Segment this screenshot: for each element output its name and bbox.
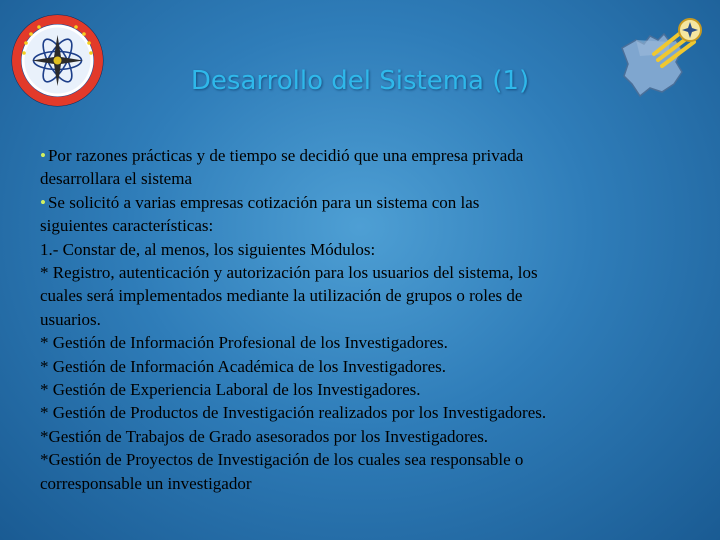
- slide-title: Desarrollo del Sistema (1): [190, 66, 530, 96]
- bullet-line: [40, 191, 700, 214]
- text-line: [40, 472, 700, 495]
- text-line: [40, 401, 700, 424]
- line-text: 1.- Constar de, al menos, los siguientes Módulos:: [40, 239, 376, 259]
- line-text: desarrollara el sistema: [40, 169, 192, 189]
- text-line: [40, 167, 700, 190]
- line-text: Por razones prácticas y de tiempo se decidió que una empresa privada: [47, 146, 524, 165]
- line-text: * Registro, autenticación y autorización para los usuarios del sistema, los: [40, 263, 538, 283]
- line-text: * Gestión de Productos de Investigación realizados por los Investigadores.: [40, 403, 547, 423]
- line-text: siguientes características:: [40, 216, 214, 236]
- line-text: * Gestión de Información Académica de los Investigadores.: [40, 356, 446, 376]
- line-text: * Gestión de Experiencia Laboral de los Investigadores.: [40, 380, 421, 400]
- line-text: *Gestión de Proyectos de Investigación de los cuales sea responsable o: [40, 450, 524, 470]
- text-line: [40, 284, 700, 307]
- bullet-line: [40, 144, 700, 167]
- text-line: [40, 261, 700, 284]
- text-line: [40, 378, 700, 401]
- line-text: usuarios.: [40, 309, 101, 329]
- line-text: *Gestión de Trabajos de Grado asesorados por los Investigadores.: [40, 426, 489, 446]
- text-line: [40, 355, 700, 378]
- text-line: [40, 425, 700, 448]
- bullet-icon: •: [40, 146, 46, 165]
- bullet-icon: •: [40, 192, 46, 212]
- text-line: [40, 331, 700, 354]
- line-text: Se solicitó a varias empresas cotización para un sistema con las: [47, 192, 480, 212]
- text-line: [40, 308, 700, 331]
- text-line: [40, 448, 700, 471]
- text-line: [40, 238, 700, 261]
- text-line: [40, 214, 700, 237]
- line-text: corresponsable un investigador: [40, 473, 252, 493]
- line-text: cuales será implementados mediante la utilización de grupos o roles de: [40, 286, 523, 306]
- line-text: * Gestión de Información Profesional de los Investigadores.: [40, 333, 448, 353]
- slide-body: [40, 144, 700, 495]
